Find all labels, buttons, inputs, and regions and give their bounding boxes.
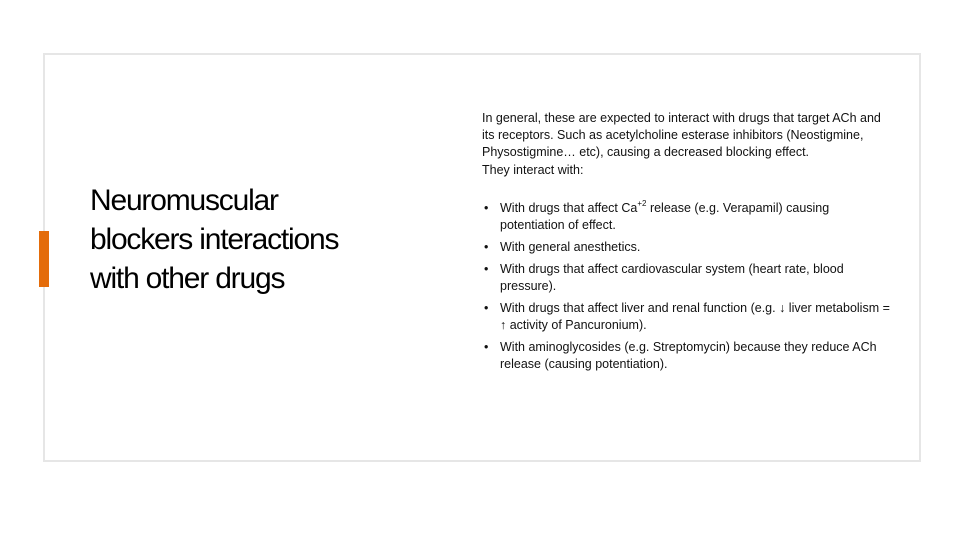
- interaction-list: [482, 200, 892, 373]
- bullet-icon: •: [484, 262, 489, 276]
- bullet-icon: •: [484, 301, 489, 315]
- list-item: [482, 339, 892, 373]
- lead-in-text: They interact with:: [482, 163, 584, 177]
- list-item-text: With drugs that affect liver and renal function (e.g. ↓ liver metabolism = ↑ activity of Pancuronium).: [500, 301, 890, 332]
- list-item: [482, 200, 892, 234]
- intro-paragraph: In general, these are expected to interact with drugs that target ACh and its receptors. Such as acetylcholine esterase inhibitors (Neostigmine, Physostigmine… etc), causing a decreased blocking effect.: [482, 111, 881, 159]
- superscript: +2: [637, 199, 647, 208]
- slide-title: Neuromuscular blockers interactions with other drugs: [90, 184, 339, 295]
- list-item: [482, 239, 892, 256]
- list-item-text: With drugs that affect cardiovascular system (heart rate, blood pressure).: [500, 262, 844, 293]
- bullet-icon: •: [484, 201, 489, 215]
- list-item-text: With general anesthetics.: [500, 240, 641, 254]
- list-item: [482, 261, 892, 295]
- bullet-icon: •: [484, 340, 489, 354]
- bullet-icon: •: [484, 240, 489, 254]
- list-item-text: With aminoglycosides (e.g. Streptomycin) because they reduce ACh release (causing potentiation).: [500, 340, 877, 371]
- accent-bar: [39, 231, 49, 287]
- list-item-text: With drugs that affect $Ca^{+2}$ release (e.g. Verapamil) causing potentiation of effect.: [500, 199, 830, 232]
- slide-body: [482, 110, 892, 378]
- list-item: [482, 300, 892, 334]
